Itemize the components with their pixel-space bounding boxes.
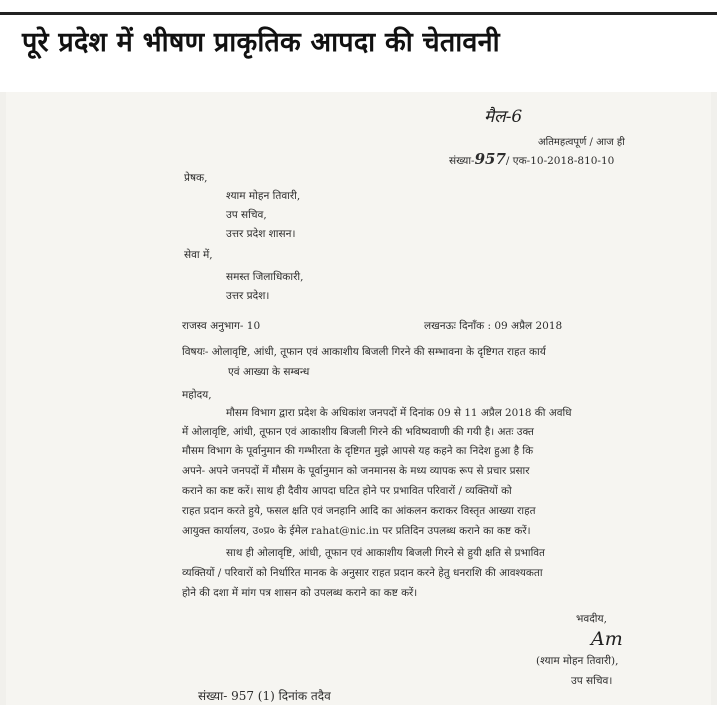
recipient-line-1: समस्त जिलाधिकारी, — [226, 271, 304, 283]
recipient-label: सेवा में, — [184, 249, 213, 261]
closing: भवदीय, — [576, 613, 607, 625]
footer-reference-partial: संख्या- 957 (1) दिनांक तदैव — [198, 689, 331, 703]
letter-photo — [0, 92, 717, 705]
ref-prefix: संख्या- — [449, 155, 475, 167]
top-handwritten-mark: मैल-6 — [484, 107, 523, 127]
reference-number — [449, 150, 614, 168]
subject-line-1: विषयः- ओलावृष्टि, आंधी, तूफान एवं आकाशीय बिजली गिरने की सम्भावना के दृष्टिगत राहत कार्य — [182, 346, 546, 358]
body-line-9: व्यक्तियों / परिवारों को निर्धारित मानक के अनुसार राहत प्रदान करने हेतु धनराशि की आवश्यकता — [182, 567, 543, 579]
urgency-note: अतिमहत्वपूर्ण / आज ही — [538, 137, 625, 148]
ref-suffix: / एक-10-2018-810-10 — [505, 155, 615, 167]
handwritten-signature: Am — [591, 628, 623, 650]
signatory-title: उप सचिव। — [571, 675, 613, 687]
recipient-line-2: उत्तर प्रदेश। — [226, 290, 270, 302]
signatory-name: (श्याम मोहन तिवारी), — [536, 655, 619, 667]
sender-label: प्रेषक, — [184, 172, 208, 184]
body-line-1: मौसम विभाग द्वारा प्रदेश के अधिकांश जनपदों में दिनांक 09 से 11 अप्रैल 2018 की अवधि — [226, 407, 572, 419]
salutation: महोदय, — [182, 389, 212, 401]
body-line-7: आयुक्त कार्यालय, उ०प्र० के ईमेल rahat@nic.in पर प्रतिदिन उपलब्ध कराने का कष्ट करें। — [182, 525, 531, 537]
body-line-6: राहत प्रदान करते हुये, फसल क्षति एवं जनहानि आदि का आंकलन कराकर विस्तृत आख्या राहत — [182, 505, 536, 517]
sender-line-3: उत्तर प्रदेश शासन। — [226, 228, 296, 240]
body-line-4: अपने- अपने जनपदों में मौसम के पूर्वानुमान को जनमानस के मध्य व्यापक रूप से प्रचार प्रसार — [182, 465, 530, 477]
sender-line-1: श्याम मोहन तिवारी, — [226, 190, 301, 202]
body-line-10: होने की दशा में मांग पत्र शासन को उपलब्ध कराने का कष्ट करें। — [182, 587, 418, 599]
body-line-2: में ओलावृष्टि, आंधी, तूफान एवं आकाशीय बिजली गिरने की भविष्यवाणी की गयी है। अतः उक्त — [182, 426, 534, 438]
government-letter — [6, 92, 711, 705]
body-line-5: कराने का कष्ट करें। साथ ही दैवीय आपदा घटित होने पर प्रभावित परिवारों / व्यक्तियों को — [182, 485, 512, 497]
body-line-3: मौसम विभाग के पूर्वानुमान की गम्भीरता के दृष्टिगत मुझे आपसे यह कहने का निदेश हुआ है कि — [182, 445, 534, 457]
place-date: लखनऊः दिनाँक : 09 अप्रैल 2018 — [424, 320, 563, 332]
subject-line-2: एवं आख्या के सम्बन्ध — [228, 366, 310, 378]
sender-line-2: उप सचिव, — [226, 209, 267, 221]
top-bar — [0, 0, 717, 15]
department-section: राजस्व अनुभाग- 10 — [182, 320, 261, 332]
page-headline: पूरे प्रदेश में भीषण प्राकृतिक आपदा की चेतावनी — [22, 27, 500, 58]
body-line-8: साथ ही ओलावृष्टि, आंधी, तूफान एवं आकाशीय बिजली गिरने से हुयी क्षति से प्रभावित — [226, 547, 545, 559]
ref-number: 957 — [474, 150, 506, 168]
